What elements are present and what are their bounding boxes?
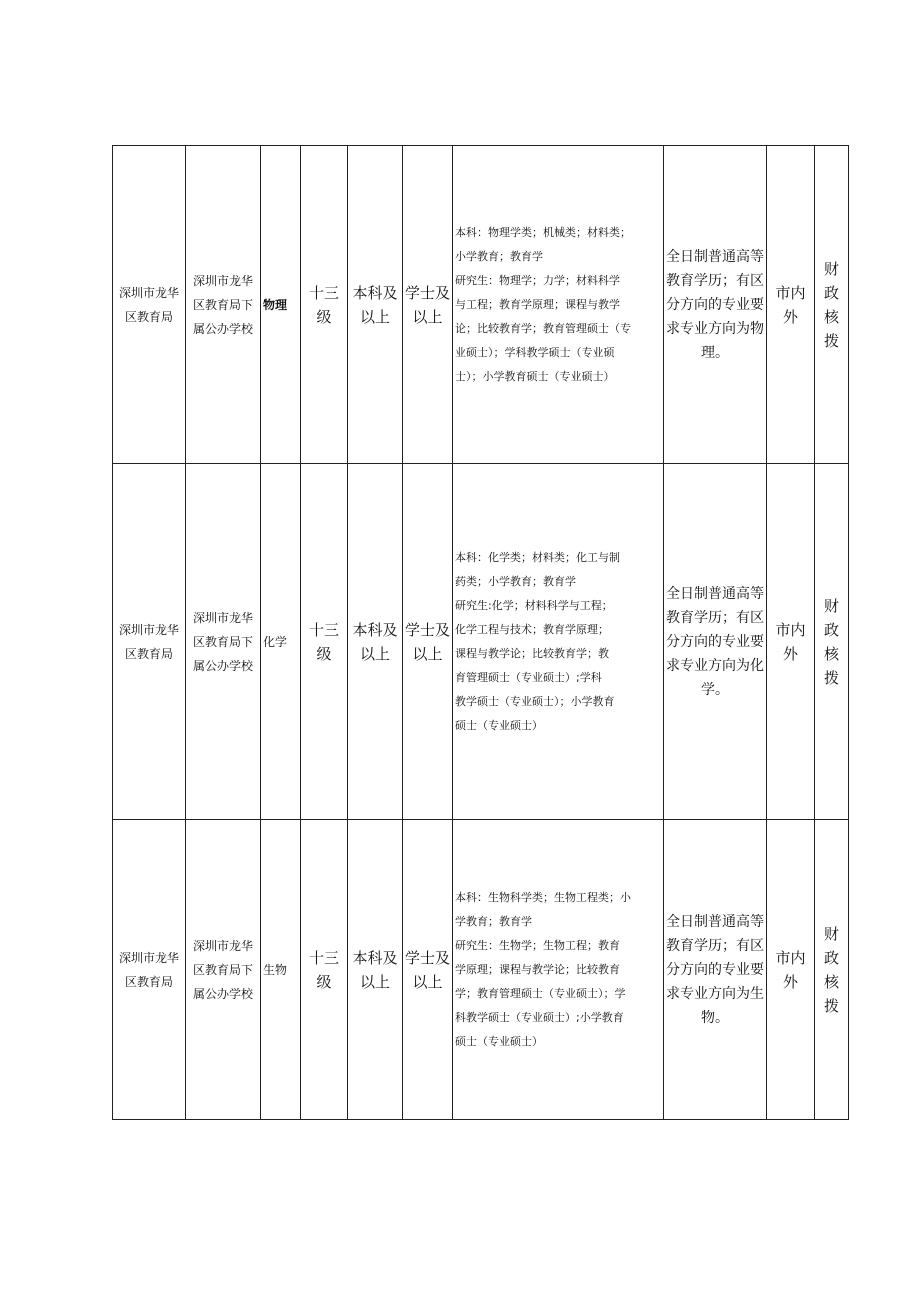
grade-cell: 十三级: [301, 820, 348, 1120]
funding-cell: 财政核拨: [815, 464, 849, 820]
funding-cell: 财政核拨: [815, 820, 849, 1120]
employer-unit-cell: 深圳市龙华区教育局下属公办学校: [186, 820, 261, 1120]
grade-cell: 十三级: [301, 146, 348, 464]
major-line: 化学工程与技术；教育学原理；: [455, 622, 609, 636]
subject-cell: 化学: [261, 464, 301, 820]
major-line: 药类；小学教育；教育学: [455, 574, 576, 588]
employer-unit-cell: 深圳市龙华区教育局下属公办学校: [186, 146, 261, 464]
major-line: 业硕士）；学科教学硕士（专业硕: [455, 345, 615, 359]
major-line: 研究生:化学；材料科学与工程；: [455, 598, 613, 612]
department-cell: 深圳市龙华区教育局: [113, 464, 186, 820]
major-line: 士）；小学教育硕士（专业硕士）: [455, 369, 615, 383]
major-line: 本科：物理学类；机械类；材料类；: [455, 225, 631, 239]
education-cell: 本科及以上: [348, 146, 403, 464]
major-cell: [453, 820, 664, 1120]
source-cell: 市内外: [767, 146, 815, 464]
subject-cell: 物理: [261, 146, 301, 464]
subject-cell: 生物: [261, 820, 301, 1120]
education-cell: 本科及以上: [348, 820, 403, 1120]
major-line: 育管理硕士（专业硕士）;学科: [455, 670, 602, 684]
degree-cell: 学士及以上: [403, 464, 453, 820]
requirement-cell: 全日制普通高等教育学历；有区分方向的专业要求专业方向为化学。: [664, 464, 767, 820]
major-line: 硕士（专业硕士）: [455, 1034, 543, 1048]
recruitment-table: [112, 145, 849, 1120]
major-line: 研究生：物理学；力学；材料科学: [455, 273, 620, 287]
table-row: [113, 820, 849, 1120]
major-line: 学教育；教育学: [455, 914, 532, 928]
employer-unit-cell: 深圳市龙华区教育局下属公办学校: [186, 464, 261, 820]
major-cell: [453, 464, 664, 820]
education-cell: 本科及以上: [348, 464, 403, 820]
major-line: 硕士（专业硕士）: [455, 718, 543, 732]
department-cell: 深圳市龙华区教育局: [113, 146, 186, 464]
table-row: [113, 464, 849, 820]
department-cell: 深圳市龙华区教育局: [113, 820, 186, 1120]
major-line: 学原理；课程与教学论；比较教育: [455, 962, 620, 976]
major-line: 本科：生物科学类；生物工程类；小: [455, 890, 631, 904]
table-row: [113, 146, 849, 464]
major-cell: [453, 146, 664, 464]
major-line: 研究生：生物学；生物工程；教育: [455, 938, 620, 952]
major-line: 论；比较教育学；教育管理硕士（专: [455, 321, 631, 335]
requirement-cell: 全日制普通高等教育学历；有区分方向的专业要求专业方向为生物。: [664, 820, 767, 1120]
funding-cell: 财政核拨: [815, 146, 849, 464]
major-line: 教学硕士（专业硕士）；小学教育: [455, 694, 615, 708]
major-line: 与工程；教育学原理；课程与教学: [455, 297, 620, 311]
degree-cell: 学士及以上: [403, 820, 453, 1120]
source-cell: 市内外: [767, 820, 815, 1120]
major-line: 学；教育管理硕士（专业硕士）；学: [455, 986, 626, 1000]
major-line: 本科：化学类；材料类；化工与制: [455, 550, 620, 564]
major-line: 课程与教学论；比较教育学；教: [455, 646, 609, 660]
source-cell: 市内外: [767, 464, 815, 820]
degree-cell: 学士及以上: [403, 146, 453, 464]
requirement-cell: 全日制普通高等教育学历；有区分方向的专业要求专业方向为物理。: [664, 146, 767, 464]
major-line: 科教学硕士（专业硕士）;小学教育: [455, 1010, 624, 1024]
major-line: 小学教育；教育学: [455, 249, 543, 263]
grade-cell: 十三级: [301, 464, 348, 820]
